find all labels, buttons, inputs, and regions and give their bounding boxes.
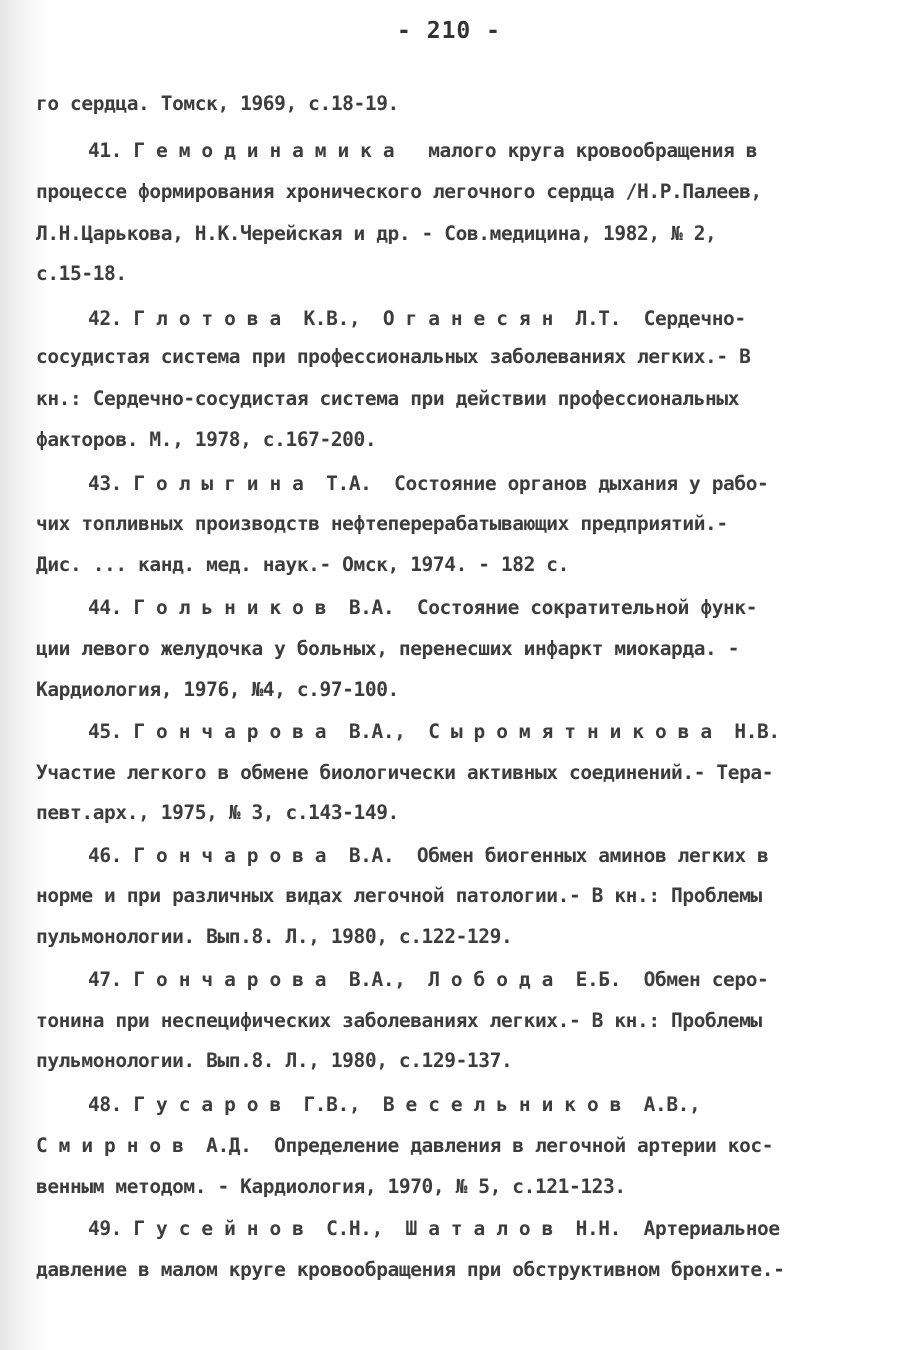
text-line: Дис. ... канд. мед. наук.- Омск, 1974. - 182 с. (36, 553, 569, 576)
page-number: - 210 - (397, 18, 501, 44)
text-line: с.15-18. (36, 262, 127, 285)
text-line: тонина при неспецифических заболеваниях легких.- В кн.: Проблемы (36, 1009, 762, 1032)
text-line: 44. Г о л ь н и к о в В.А. Состояние сократительной функ- (88, 596, 758, 619)
text-line: процессе формирования хронического легочного сердца /Н.Р.Палеев, (36, 180, 762, 203)
text-line: 45. Г о н ч а р о в а В.А., С ы р о м я т н и к о в а Н.В. (88, 720, 780, 743)
text-line: ции левого желудочка у больных, перенесших инфаркт миокарда. - (36, 637, 740, 660)
text-line: го сердца. Томск, 1969, с.18-19. (36, 92, 399, 115)
text-line: кн.: Сердечно-сосудистая система при действии профессиональных (36, 387, 740, 410)
text-line: факторов. М., 1978, с.167-200. (36, 428, 377, 451)
text-line: 46. Г о н ч а р о в а В.А. Обмен биогенных аминов легких в (88, 844, 769, 867)
text-line: 41. Г е м о д и н а м и к а малого круга кровообращения в (88, 139, 758, 162)
text-line: певт.арх., 1975, № 3, с.143-149. (36, 801, 399, 824)
text-line: венным методом. - Кардиология, 1970, № 5, с.121-123. (36, 1175, 626, 1198)
text-line: 48. Г у с а р о в Г.В., В е с е л ь н и к о в А.В., (88, 1093, 701, 1116)
text-line: чих топливных производств нефтеперерабатывающих предприятий.- (36, 512, 728, 535)
text-line: Л.Н.Царькова, Н.К.Черейская и др. - Сов.медицина, 1982, № 2, (36, 222, 717, 245)
text-line: Кардиология, 1976, №4, с.97-100. (36, 678, 399, 701)
text-line: пульмонологии. Вып.8. Л., 1980, с.122-129. (36, 925, 513, 948)
text-line: С м и р н о в А.Д. Определение давления в легочной артерии кос- (36, 1134, 774, 1157)
text-line: 47. Г о н ч а р о в а В.А., Л о б о д а Е.Б. Обмен серо- (88, 968, 769, 991)
text-line: сосудистая система при профессиональных заболеваниях легких.- В (36, 345, 751, 368)
text-line: 49. Г у с е й н о в С.Н., Ш а т а л о в Н.Н. Артериальное (88, 1217, 780, 1240)
text-line: норме и при различных видах легочной патологии.- В кн.: Проблемы (36, 884, 762, 907)
text-line: пульмонологии. Вып.8. Л., 1980, с.129-137. (36, 1049, 513, 1072)
text-line: Участие легкого в обмене биологически активных соединений.- Тера- (36, 761, 774, 784)
text-line: 43. Г о л ы г и н а Т.А. Состояние органов дыхания у рабо- (88, 472, 769, 495)
text-line: давление в малом круге кровообращения при обструктивном бронхите.- (36, 1258, 785, 1281)
text-line: 42. Г л о т о в а К.В., О г а н е с я н Л.Т. Сердечно- (88, 307, 746, 330)
